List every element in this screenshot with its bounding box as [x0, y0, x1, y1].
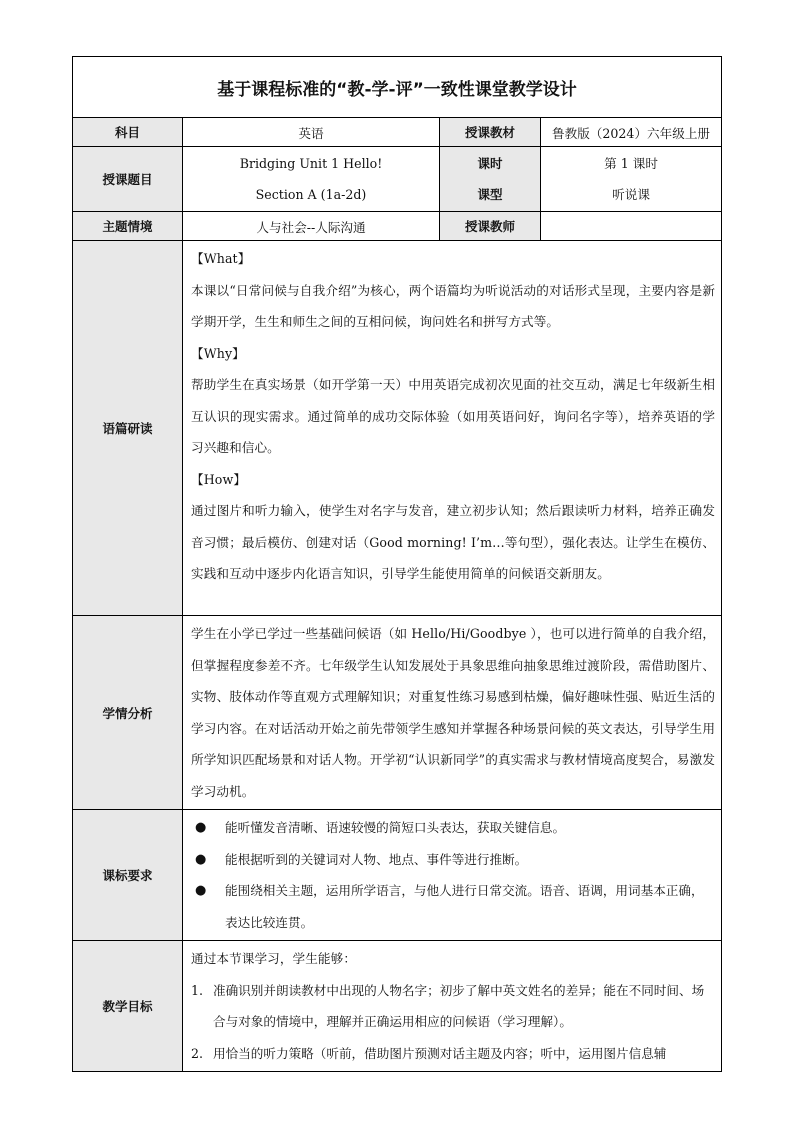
why-text: 帮助学生在真实场景（如开学第一天）中用英语完成初次见面的社交互动，满足七年级新生相互认识的现实需求。通过简单的成功交际体验（如用英语问好，询问名字等），培养英语的学习兴趣和信心。: [191, 377, 716, 455]
standards-content: [183, 810, 722, 941]
how-text: 通过图片和听力输入，使学生对名字与发音，建立初步认知；然后跟读听力材料，培养正确发音习惯；最后模仿、创建对话（Good morning! I’m…等句型），强化表达。让学生在模仿、实践和互动中逐步内化语言知识，引导学生能使用简单的问候语交新朋友。: [191, 503, 716, 581]
textbook-value: 鲁教版（2024）六年级上册: [541, 118, 722, 147]
topic-line-1: Bridging Unit 1 Hello!: [239, 156, 383, 171]
standard-text: 能根据听到的关键词对人物、地点、事件等进行推断。: [225, 851, 528, 867]
period-type-labels: [440, 147, 541, 212]
type-value: 听说课: [612, 187, 650, 202]
subject-label: 科目: [73, 118, 183, 147]
standard-text: 能听懂发音清晰、语速较慢的简短口头表达，获取关键信息。: [225, 820, 566, 835]
topic-value: [183, 147, 440, 212]
topic-label: 授课题目: [73, 147, 183, 212]
what-text: 本课以“日常问候与自我介绍”为核心，两个语篇均为听说活动的对话形式呈现，主要内容是新学期开学，生生和师生之间的互相问候，询问姓名和拼写方式等。: [191, 282, 716, 329]
objectives-intro: 通过本节课学习，学生能够：: [191, 951, 357, 966]
bullet-icon: ●: [195, 820, 207, 835]
list-item: [191, 1038, 715, 1070]
period-type-values: [541, 147, 722, 212]
list-item: [191, 812, 715, 844]
teacher-label: 授课教师: [440, 212, 541, 241]
period-label: 课时: [477, 156, 503, 171]
bullet-icon: ●: [195, 851, 207, 867]
lesson-plan-document: [72, 56, 721, 1072]
learners-content: [183, 616, 722, 810]
how-heading: 【How】: [191, 471, 247, 487]
list-item: [191, 875, 715, 938]
objectives-label: 教学目标: [73, 941, 183, 1072]
theme-label: 主题情境: [73, 212, 183, 241]
analysis-content: [183, 241, 722, 616]
objective-number: 1.: [191, 982, 204, 998]
page-title: 基于课程标准的“教-学-评”一致性课堂教学设计: [73, 57, 722, 118]
textbook-label: 授课教材: [440, 118, 541, 147]
standard-text: 能围绕相关主题，运用所学语言，与他人进行日常交流。语音、语调，用词基本正确，表达比较连贯。: [225, 883, 704, 930]
objective-text: 用恰当的听力策略（听前，借助图片预测对话主题及内容；听中，运用图片信息辅: [213, 1045, 667, 1061]
teacher-value: [541, 212, 722, 241]
period-value: 第 1 课时: [604, 156, 658, 171]
objectives-content: [183, 941, 722, 1072]
list-item: [191, 844, 715, 876]
bullet-icon: ●: [195, 883, 207, 898]
objective-number: 2.: [191, 1045, 204, 1061]
analysis-label: 语篇研读: [73, 241, 183, 616]
topic-line-2: Section A (1a-2d): [255, 187, 367, 202]
objective-text: 准确识别并朗读教材中出现的人物名字；初步了解中英文姓名的差异；能在不同时间、场合与对象的情境中，理解并正确运用相应的问候语（学习理解）。: [213, 982, 705, 1029]
type-label: 课型: [477, 187, 503, 202]
lesson-plan-table: [72, 56, 722, 1072]
subject-value: 英语: [183, 118, 440, 147]
standards-label: 课标要求: [73, 810, 183, 941]
what-heading: 【What】: [191, 251, 251, 266]
learners-label: 学情分析: [73, 616, 183, 810]
why-heading: 【Why】: [191, 345, 245, 361]
theme-value: 人与社会--人际沟通: [183, 212, 440, 241]
list-item: [191, 975, 715, 1038]
learners-text: 学生在小学已学过一些基础问候语（如 Hello/Hi/Goodbye ），也可以进行简单的自我介绍，但掌握程度参差不齐。七年级学生认知发展处于具象思维向抽象思维过渡阶段，需借助图片、实物、肢体动作等直观方式理解知识；对重复性练习易感到枯燥，偏好趣味性强、贴近生活的学习内容。在对话活动开始之前先带领学生感知并掌握各种场景问候的英文表达，引导学生用所学知识匹配场景和对话人物。开学初“认识新同学”的真实需求与教材情境高度契合，易激发学习动机。: [191, 626, 716, 799]
